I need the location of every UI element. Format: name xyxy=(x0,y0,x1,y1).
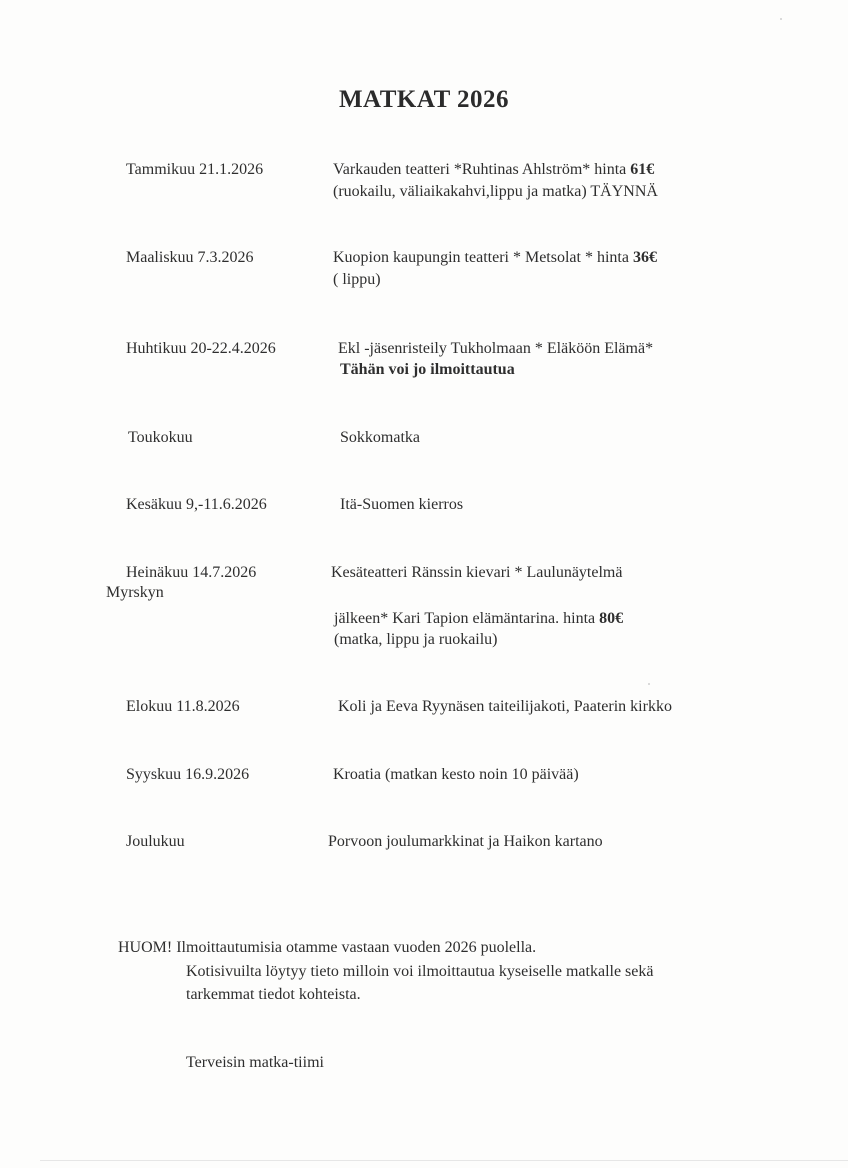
notice-line: HUOM! Ilmoittautumisia otamme vastaan vuoden 2026 puolella. xyxy=(118,939,537,956)
signature: Terveisin matka-tiimi xyxy=(186,1054,324,1071)
trip-description: Itä-Suomen kierros xyxy=(340,496,464,513)
trip-description-cont xyxy=(334,609,623,629)
trip-description-text: jälkeen* Kari Tapion elämäntarina. hinta xyxy=(334,610,600,627)
trip-price: 80€ xyxy=(599,610,624,627)
trip-description xyxy=(333,160,654,180)
trip-description: Ekl -jäsenristeily Tukholmaan * Eläköön Elämä* xyxy=(338,340,654,357)
trip-description: Kesäteatteri Ränssin kievari * Laulunäytelmä xyxy=(331,564,623,581)
trip-description: Porvoon joulumarkkinat ja Haikon kartano xyxy=(328,833,603,850)
notice-line: tarkemmat tiedot kohteista. xyxy=(186,986,361,1003)
trip-description xyxy=(333,248,657,268)
scan-edge-line xyxy=(40,1160,848,1161)
notice-line: Kotisivuilta löytyy tieto milloin voi ilmoittautua kyseiselle matkalle sekä xyxy=(186,963,654,980)
trip-date: Kesäkuu 9,-11.6.2026 xyxy=(126,496,267,513)
trip-price: 61€ xyxy=(630,161,655,178)
trip-date: Joulukuu xyxy=(126,833,185,850)
scan-speck xyxy=(648,683,650,685)
page-title: MATKAT 2026 xyxy=(338,86,510,113)
trip-details: ( lippu) xyxy=(333,271,381,288)
scan-speck xyxy=(780,18,782,20)
trip-registration-note: Tähän voi jo ilmoittautua xyxy=(340,361,515,378)
trip-description: Sokkomatka xyxy=(340,429,420,446)
trip-details: (matka, lippu ja ruokailu) xyxy=(334,631,498,648)
trip-date: Maaliskuu 7.3.2026 xyxy=(126,249,254,266)
trip-date: Elokuu 11.8.2026 xyxy=(126,698,240,715)
trip-description: Koli ja Eeva Ryynäsen taiteilijakoti, Paaterin kirkko xyxy=(338,698,672,715)
trip-price: 36€ xyxy=(632,249,657,266)
trip-date: Syyskuu 16.9.2026 xyxy=(126,766,250,783)
trip-description-text: Varkauden teatteri *Ruhtinas Ahlström* hinta xyxy=(333,161,631,178)
trip-date: Huhtikuu 20-22.4.2026 xyxy=(126,340,276,357)
trip-date-wrap: Myrskyn xyxy=(106,584,164,601)
trip-description: Kroatia (matkan kesto noin 10 päivää) xyxy=(333,766,579,783)
trip-description-text: Kuopion kaupungin teatteri * Metsolat * hinta xyxy=(333,249,633,266)
trip-details: (ruokailu, väliaikakahvi,lippu ja matka) TÄYNNÄ xyxy=(333,183,658,200)
trip-date: Heinäkuu 14.7.2026 xyxy=(126,564,257,581)
trip-date: Toukokuu xyxy=(128,429,193,446)
trip-date: Tammikuu 21.1.2026 xyxy=(126,161,264,178)
